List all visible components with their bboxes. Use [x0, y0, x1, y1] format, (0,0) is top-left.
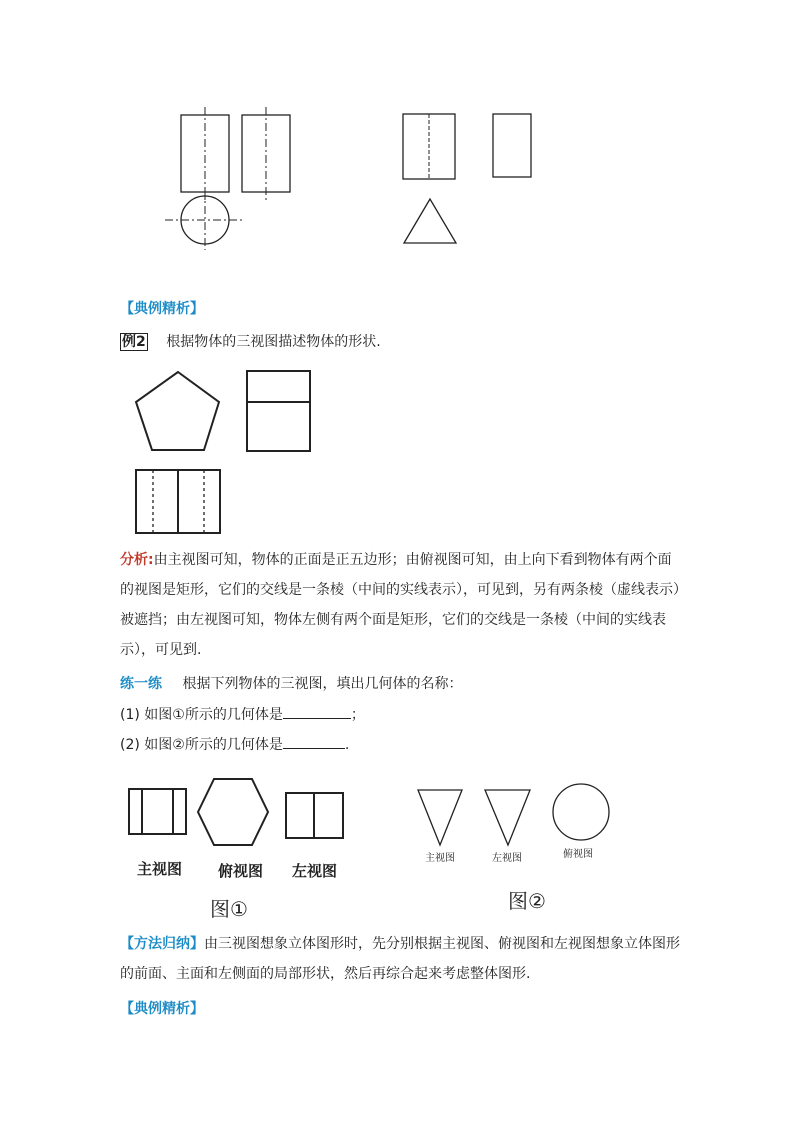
pentagon-prism-views-figure [130, 365, 320, 540]
answer-blank-1[interactable] [283, 704, 351, 719]
practice-tag: 练一练 [120, 676, 162, 692]
method-line-2: 的前面、主面和左侧面的局部形状，然后再综合起来考虑整体图形. [120, 966, 531, 982]
analysis-line-1: 分析:由主视图可知，物体的正面是正五边形；由俯视图可知，由上向下看到物体有两个面 [120, 552, 672, 568]
analysis-line-2: 的视图是矩形，它们的交线是一条棱（中间的实线表示），可见到，另有两条棱（虚线表示） [120, 582, 687, 598]
fig2-caption-left: 左视图 [492, 853, 522, 864]
answer-blank-2[interactable] [283, 734, 345, 749]
fig2-caption-front: 主视图 [425, 853, 455, 864]
section-heading: 【典例精析】 [120, 301, 204, 317]
fig1-caption-left: 左视图 [292, 862, 338, 880]
example-line [120, 332, 381, 352]
analysis-line-4: 示），可见到. [120, 642, 202, 658]
figure-1-views [125, 775, 355, 845]
practice-line [120, 674, 462, 694]
figure-2-views [410, 780, 620, 850]
cylinder-three-views-figure [160, 105, 300, 255]
fig1-caption-front: 主视图 [137, 860, 183, 878]
method-tag: 【方法归纳】 [120, 936, 204, 952]
question-1: (1) 如图①所示的几何体是 ； [120, 704, 365, 725]
analysis-tag: 分析: [120, 552, 154, 568]
example-tag: 例2 [122, 334, 146, 350]
fig1-caption-top: 俯视图 [218, 862, 264, 880]
fig2-caption-top: 俯视图 [563, 849, 593, 860]
analysis-line-3: 被遮挡；由左视图可知，物体左侧有两个面是矩形，它们的交线是一条棱（中间的实线表 [120, 612, 666, 628]
example-prompt: 根据物体的三视图描述物体的形状. [166, 334, 381, 350]
figure-2-label: 图② [508, 889, 546, 913]
method-line-1: 【方法归纳】由三视图想象立体图形时，先分别根据主视图、俯视图和左视图想象立体图形 [120, 936, 680, 952]
practice-prompt: 根据下列物体的三视图，填出几何体的名称： [182, 676, 463, 692]
prism-three-views-figure [398, 110, 538, 250]
section-heading-2: 【典例精析】 [120, 1001, 204, 1017]
figure-1-label: 图① [210, 897, 248, 921]
question-2: (2) 如图②所示的几何体是 . [120, 734, 349, 755]
